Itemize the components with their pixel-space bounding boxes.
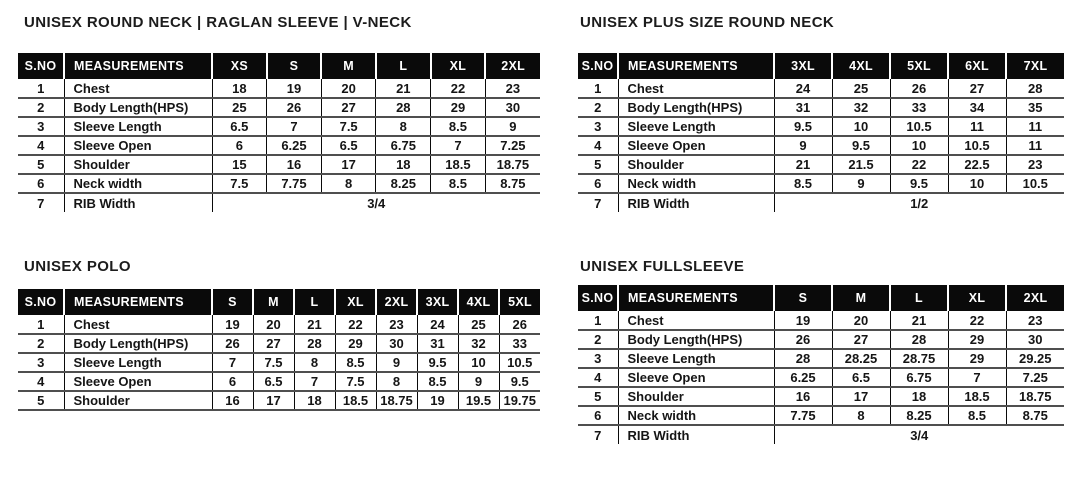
- value-cell: 11: [1006, 117, 1064, 136]
- size-table-round-neck: [18, 53, 540, 212]
- value-cell: 27: [321, 98, 376, 117]
- value-cell: 7.5: [253, 353, 294, 372]
- serial-number-cell: 5: [18, 155, 64, 174]
- value-cell: 29: [335, 334, 376, 353]
- value-cell: 8: [321, 174, 376, 193]
- value-cell: 8: [294, 353, 335, 372]
- table-row: [578, 136, 1064, 155]
- value-cell: 8.25: [376, 174, 431, 193]
- measurement-label-cell: Body Length(HPS): [64, 334, 212, 353]
- serial-number-cell: 7: [578, 193, 618, 212]
- serial-number-cell: 5: [18, 391, 64, 410]
- value-cell: 8.5: [417, 372, 458, 391]
- value-cell: 6.75: [376, 136, 431, 155]
- value-cell: 30: [1006, 330, 1064, 349]
- value-cell: 25: [212, 98, 267, 117]
- value-cell: 34: [948, 98, 1006, 117]
- value-cell: 10: [832, 117, 890, 136]
- column-header: 7XL: [1006, 53, 1064, 79]
- column-header: XS: [212, 53, 267, 79]
- column-header: M: [321, 53, 376, 79]
- table-row: [578, 155, 1064, 174]
- value-cell: 9: [774, 136, 832, 155]
- value-cell: 9.5: [417, 353, 458, 372]
- serial-number-cell: 4: [18, 136, 64, 155]
- value-cell: 8: [832, 406, 890, 425]
- value-cell: 28: [774, 349, 832, 368]
- column-header: S: [774, 285, 832, 311]
- value-cell: 23: [376, 315, 417, 334]
- serial-number-cell: 3: [578, 349, 618, 368]
- measurement-label-cell: Sleeve Length: [618, 117, 774, 136]
- value-cell: 27: [832, 330, 890, 349]
- value-cell: 28: [294, 334, 335, 353]
- column-header: MEASUREMENTS: [618, 285, 774, 311]
- value-cell: 10: [890, 136, 948, 155]
- value-cell: 9.5: [774, 117, 832, 136]
- span-value-cell: 3/4: [774, 425, 1064, 444]
- value-cell: 8.25: [890, 406, 948, 425]
- value-cell: 16: [267, 155, 322, 174]
- serial-number-cell: 2: [578, 98, 618, 117]
- column-header: S.NO: [18, 289, 64, 315]
- value-cell: 10.5: [890, 117, 948, 136]
- value-cell: 19: [774, 311, 832, 330]
- value-cell: 7.5: [335, 372, 376, 391]
- column-header: S: [212, 289, 253, 315]
- serial-number-cell: 1: [18, 315, 64, 334]
- value-cell: 22: [948, 311, 1006, 330]
- value-cell: 6.5: [212, 117, 267, 136]
- table-row: [18, 353, 540, 372]
- value-cell: 15: [212, 155, 267, 174]
- measurement-label-cell: Chest: [64, 79, 212, 98]
- value-cell: 18.5: [335, 391, 376, 410]
- value-cell: 18: [212, 79, 267, 98]
- measurement-label-cell: RIB Width: [618, 425, 774, 444]
- value-cell: 28: [890, 330, 948, 349]
- value-cell: 7: [294, 372, 335, 391]
- serial-number-cell: 4: [578, 368, 618, 387]
- value-cell: 10.5: [1006, 174, 1064, 193]
- value-cell: 24: [774, 79, 832, 98]
- serial-number-cell: 2: [18, 98, 64, 117]
- value-cell: 11: [948, 117, 1006, 136]
- value-cell: 19.75: [499, 391, 540, 410]
- measurement-label-cell: Shoulder: [64, 391, 212, 410]
- column-header: XL: [431, 53, 486, 79]
- value-cell: 10: [458, 353, 499, 372]
- serial-number-cell: 2: [578, 330, 618, 349]
- value-cell: 7.5: [212, 174, 267, 193]
- value-cell: 26: [499, 315, 540, 334]
- value-cell: 20: [253, 315, 294, 334]
- column-header: MEASUREMENTS: [64, 53, 212, 79]
- value-cell: 9: [376, 353, 417, 372]
- value-cell: 8.5: [431, 117, 486, 136]
- value-cell: 10.5: [499, 353, 540, 372]
- serial-number-cell: 4: [18, 372, 64, 391]
- measurement-label-cell: Sleeve Open: [618, 368, 774, 387]
- column-header: 5XL: [890, 53, 948, 79]
- column-header: M: [832, 285, 890, 311]
- value-cell: 6.25: [267, 136, 322, 155]
- serial-number-cell: 3: [18, 353, 64, 372]
- value-cell: 22: [431, 79, 486, 98]
- measurement-label-cell: Body Length(HPS): [64, 98, 212, 117]
- column-header: S.NO: [18, 53, 64, 79]
- value-cell: 7.25: [485, 136, 540, 155]
- value-cell: 21: [774, 155, 832, 174]
- value-cell: 7: [212, 353, 253, 372]
- value-cell: 6.75: [890, 368, 948, 387]
- table-row: [578, 193, 1064, 212]
- value-cell: 21: [890, 311, 948, 330]
- value-cell: 20: [321, 79, 376, 98]
- value-cell: 19: [212, 315, 253, 334]
- value-cell: 23: [1006, 311, 1064, 330]
- column-header: MEASUREMENTS: [618, 53, 774, 79]
- value-cell: 23: [485, 79, 540, 98]
- measurement-label-cell: Chest: [618, 79, 774, 98]
- value-cell: 19: [267, 79, 322, 98]
- value-cell: 9: [485, 117, 540, 136]
- serial-number-cell: 3: [18, 117, 64, 136]
- serial-number-cell: 1: [18, 79, 64, 98]
- column-header: 2XL: [1006, 285, 1064, 311]
- table-row: [578, 117, 1064, 136]
- value-cell: 25: [832, 79, 890, 98]
- value-cell: 29.25: [1006, 349, 1064, 368]
- value-cell: 24: [417, 315, 458, 334]
- table-row: [578, 330, 1064, 349]
- value-cell: 8: [376, 372, 417, 391]
- value-cell: 8.5: [774, 174, 832, 193]
- value-cell: 28.25: [832, 349, 890, 368]
- value-cell: 17: [253, 391, 294, 410]
- measurement-label-cell: Shoulder: [618, 155, 774, 174]
- value-cell: 18: [294, 391, 335, 410]
- page-title: UNISEX FULLSLEEVE: [580, 258, 745, 275]
- page-title: UNISEX PLUS SIZE ROUND NECK: [580, 14, 835, 31]
- value-cell: 23: [1006, 155, 1064, 174]
- column-header: 5XL: [499, 289, 540, 315]
- value-cell: 19.5: [458, 391, 499, 410]
- table-row: [578, 311, 1064, 330]
- measurement-label-cell: RIB Width: [64, 193, 212, 212]
- measurement-label-cell: Sleeve Open: [64, 372, 212, 391]
- column-header: L: [890, 285, 948, 311]
- size-table-polo: [18, 289, 540, 411]
- value-cell: 26: [267, 98, 322, 117]
- header-row: [578, 285, 1064, 311]
- value-cell: 6: [212, 136, 267, 155]
- column-header: XL: [948, 285, 1006, 311]
- value-cell: 7: [267, 117, 322, 136]
- value-cell: 22.5: [948, 155, 1006, 174]
- value-cell: 9.5: [499, 372, 540, 391]
- measurement-label-cell: RIB Width: [618, 193, 774, 212]
- serial-number-cell: 6: [18, 174, 64, 193]
- serial-number-cell: 3: [578, 117, 618, 136]
- value-cell: 26: [774, 330, 832, 349]
- value-cell: 33: [499, 334, 540, 353]
- value-cell: 7: [431, 136, 486, 155]
- value-cell: 6.5: [321, 136, 376, 155]
- measurement-label-cell: Body Length(HPS): [618, 98, 774, 117]
- value-cell: 21: [376, 79, 431, 98]
- value-cell: 8.5: [431, 174, 486, 193]
- measurement-label-cell: Body Length(HPS): [618, 330, 774, 349]
- value-cell: 6: [212, 372, 253, 391]
- value-cell: 9: [458, 372, 499, 391]
- table-row: [18, 334, 540, 353]
- value-cell: 28: [1006, 79, 1064, 98]
- value-cell: 7.75: [267, 174, 322, 193]
- value-cell: 17: [321, 155, 376, 174]
- table-row: [18, 155, 540, 174]
- table-row: [18, 174, 540, 193]
- value-cell: 28: [376, 98, 431, 117]
- table-row: [18, 98, 540, 117]
- value-cell: 31: [417, 334, 458, 353]
- value-cell: 16: [774, 387, 832, 406]
- column-header: S.NO: [578, 53, 618, 79]
- column-header: 2XL: [376, 289, 417, 315]
- serial-number-cell: 4: [578, 136, 618, 155]
- measurement-label-cell: Sleeve Length: [618, 349, 774, 368]
- value-cell: 9.5: [890, 174, 948, 193]
- value-cell: 18.75: [1006, 387, 1064, 406]
- table-row: [578, 174, 1064, 193]
- table-row: [18, 391, 540, 410]
- measurement-label-cell: Shoulder: [618, 387, 774, 406]
- value-cell: 31: [774, 98, 832, 117]
- value-cell: 27: [253, 334, 294, 353]
- page-title: UNISEX ROUND NECK | RAGLAN SLEEVE | V-NECK: [24, 14, 412, 31]
- page-title: UNISEX POLO: [24, 258, 131, 275]
- value-cell: 29: [948, 330, 1006, 349]
- section-plus-size-round-neck: [578, 14, 1064, 212]
- table-row: [18, 117, 540, 136]
- value-cell: 33: [890, 98, 948, 117]
- value-cell: 8.5: [948, 406, 1006, 425]
- value-cell: 9.5: [832, 136, 890, 155]
- value-cell: 32: [458, 334, 499, 353]
- header-row: [18, 53, 540, 79]
- table-row: [18, 193, 540, 212]
- value-cell: 7: [948, 368, 1006, 387]
- table-row: [578, 98, 1064, 117]
- value-cell: 30: [485, 98, 540, 117]
- measurement-label-cell: Sleeve Open: [618, 136, 774, 155]
- value-cell: 21.5: [832, 155, 890, 174]
- measurement-label-cell: Chest: [64, 315, 212, 334]
- column-header: 4XL: [458, 289, 499, 315]
- value-cell: 20: [832, 311, 890, 330]
- value-cell: 29: [948, 349, 1006, 368]
- measurement-label-cell: Neck width: [64, 174, 212, 193]
- value-cell: 11: [1006, 136, 1064, 155]
- serial-number-cell: 6: [578, 174, 618, 193]
- serial-number-cell: 6: [578, 406, 618, 425]
- value-cell: 8.75: [1006, 406, 1064, 425]
- value-cell: 16: [212, 391, 253, 410]
- serial-number-cell: 7: [578, 425, 618, 444]
- section-round-neck: [18, 14, 540, 212]
- value-cell: 26: [890, 79, 948, 98]
- size-table-plus-size-round-neck: [578, 53, 1064, 212]
- value-cell: 29: [431, 98, 486, 117]
- measurement-label-cell: Sleeve Length: [64, 353, 212, 372]
- span-value-cell: 3/4: [212, 193, 540, 212]
- header-row: [18, 289, 540, 315]
- serial-number-cell: 5: [578, 387, 618, 406]
- value-cell: 32: [832, 98, 890, 117]
- value-cell: 28.75: [890, 349, 948, 368]
- value-cell: 19: [417, 391, 458, 410]
- value-cell: 6.5: [832, 368, 890, 387]
- value-cell: 17: [832, 387, 890, 406]
- measurement-label-cell: Neck width: [618, 174, 774, 193]
- serial-number-cell: 5: [578, 155, 618, 174]
- column-header: MEASUREMENTS: [64, 289, 212, 315]
- value-cell: 21: [294, 315, 335, 334]
- value-cell: 22: [890, 155, 948, 174]
- column-header: 3XL: [417, 289, 458, 315]
- column-header: L: [376, 53, 431, 79]
- value-cell: 25: [458, 315, 499, 334]
- value-cell: 18.5: [948, 387, 1006, 406]
- column-header: XL: [335, 289, 376, 315]
- value-cell: 27: [948, 79, 1006, 98]
- serial-number-cell: 1: [578, 79, 618, 98]
- column-header: S.NO: [578, 285, 618, 311]
- column-header: 2XL: [485, 53, 540, 79]
- value-cell: 35: [1006, 98, 1064, 117]
- table-row: [578, 79, 1064, 98]
- column-header: S: [267, 53, 322, 79]
- value-cell: 18: [890, 387, 948, 406]
- column-header: L: [294, 289, 335, 315]
- measurement-label-cell: Chest: [618, 311, 774, 330]
- value-cell: 6.25: [774, 368, 832, 387]
- value-cell: 7.75: [774, 406, 832, 425]
- serial-number-cell: 2: [18, 334, 64, 353]
- section-polo: [18, 258, 540, 411]
- measurement-label-cell: Sleeve Length: [64, 117, 212, 136]
- value-cell: 8: [376, 117, 431, 136]
- table-row: [18, 136, 540, 155]
- value-cell: 7.5: [321, 117, 376, 136]
- value-cell: 22: [335, 315, 376, 334]
- value-cell: 30: [376, 334, 417, 353]
- table-row: [578, 368, 1064, 387]
- column-header: 4XL: [832, 53, 890, 79]
- measurement-label-cell: Neck width: [618, 406, 774, 425]
- section-fullsleeve: [578, 258, 1064, 444]
- column-header: 3XL: [774, 53, 832, 79]
- serial-number-cell: 1: [578, 311, 618, 330]
- span-value-cell: 1/2: [774, 193, 1064, 212]
- value-cell: 8.5: [335, 353, 376, 372]
- value-cell: 18: [376, 155, 431, 174]
- value-cell: 8.75: [485, 174, 540, 193]
- serial-number-cell: 7: [18, 193, 64, 212]
- measurement-label-cell: Sleeve Open: [64, 136, 212, 155]
- value-cell: 18.75: [376, 391, 417, 410]
- column-header: M: [253, 289, 294, 315]
- size-table-fullsleeve: [578, 285, 1064, 444]
- measurement-label-cell: Shoulder: [64, 155, 212, 174]
- value-cell: 9: [832, 174, 890, 193]
- table-row: [18, 315, 540, 334]
- table-row: [18, 372, 540, 391]
- value-cell: 26: [212, 334, 253, 353]
- value-cell: 10: [948, 174, 1006, 193]
- table-row: [578, 425, 1064, 444]
- value-cell: 7.25: [1006, 368, 1064, 387]
- header-row: [578, 53, 1064, 79]
- table-row: [578, 387, 1064, 406]
- value-cell: 6.5: [253, 372, 294, 391]
- value-cell: 10.5: [948, 136, 1006, 155]
- table-row: [18, 79, 540, 98]
- table-row: [578, 406, 1064, 425]
- column-header: 6XL: [948, 53, 1006, 79]
- value-cell: 18.5: [431, 155, 486, 174]
- value-cell: 18.75: [485, 155, 540, 174]
- table-row: [578, 349, 1064, 368]
